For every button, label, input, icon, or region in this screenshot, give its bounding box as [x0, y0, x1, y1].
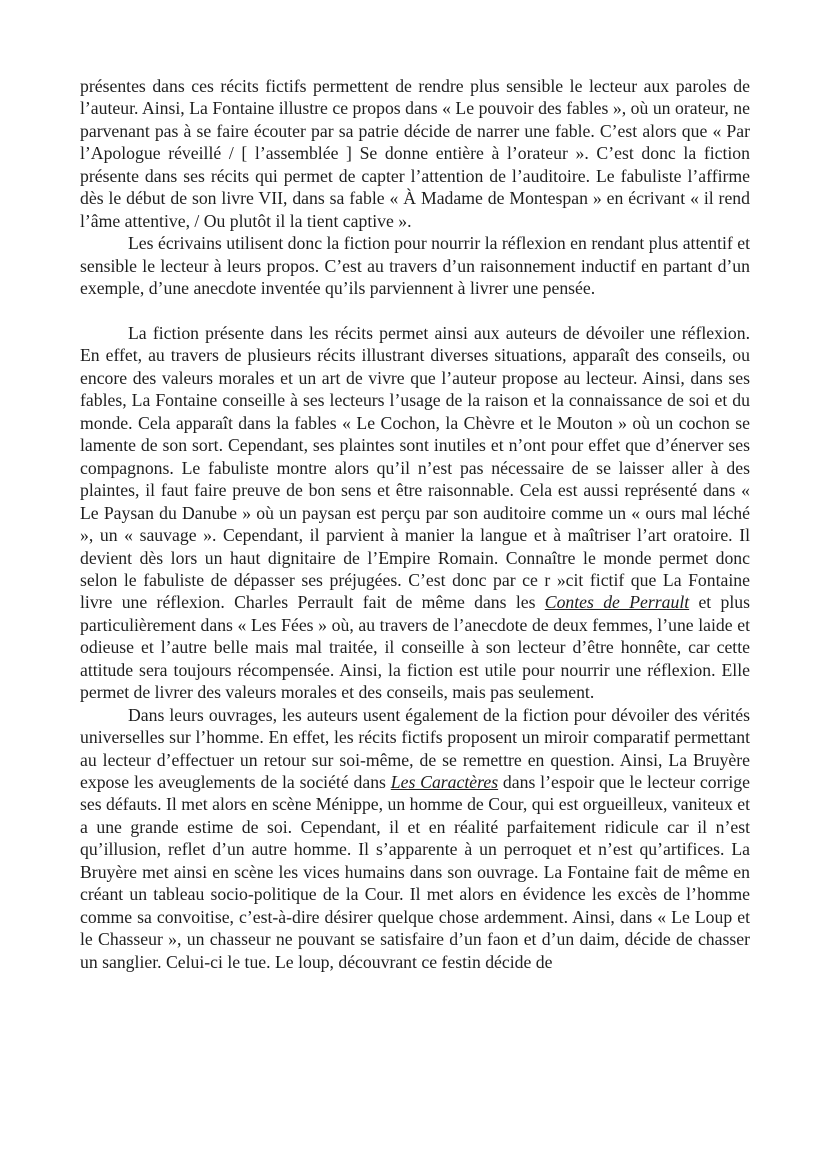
paragraph-text: présentes dans ces récits fictifs permettent de rendre plus sensible le lecteur aux paroles de l’auteur. Ainsi, La Fontaine illustre ce propos dans « Le pouvoir des fables », où un orateur, ne parvenant pas à se faire écouter par sa patrie décide de narrer une fable. C’est alors que « Par l’Apologue réveillé / [ l’assemblée ] Se donne entière à l’orateur ». C’est donc la fiction présente dans ses récits qui permet de capter l’attention de l’auditoire. Le fabuliste l’affirme dès le début de son livre VII, dans sa fable « À Madame de Montespan » en écrivant « il rend l’âme attentive, / Ou plutôt il la tient captive ». [80, 76, 750, 231]
paragraph-reflexion [80, 322, 750, 704]
paragraph-transition [80, 232, 750, 299]
paragraph-gap [80, 300, 750, 322]
paragraph-text: La fiction présente dans les récits permet ainsi aux auteurs de dévoiler une réflexion. En effet, au travers de plusieurs récits illustrant diverses situations, apparaît des conseils, ou encore des valeurs morales et un art de vivre que l’auteur propose au lecteur. Ainsi, dans ses fables, La Fontaine conseille à ses lecteurs l’usage de la raison et la connaissance de soi et du monde. Cela apparaît dans la fables « Le Cochon, la Chèvre et le Mouton » où un cochon se lamente de son sort. Cependant, ses plaintes sont inutiles et n’ont pour effet que d’énerver ses compagnons. Le fabuliste montre alors qu’il n’est pas nécessaire de se laisser aller à des plaintes, il faut faire preuve de bon sens et être raisonnable. Cela est aussi représenté dans « Le Paysan du Danube » où un paysan est perçu par son auditoire comme un « ours mal léché », un « sauvage ». Cependant, il parvient à manier la langue et à maîtriser l’art oratoire. Il devient dès lors un haut dignitaire de l’Empire Romain. Connaître le monde permet donc selon le fabuliste de dépasser ses préjugées. C’est donc par ce r »cit fictif que La Fontaine livre une réflexion. Charles Perrault fait de même dans les [80, 322, 750, 613]
paragraph-text: et plus particulièrement dans « Les Fées » où, au travers de l’anecdote de deux femmes, l’une laide et odieuse et l’autre belle mais mal traitée, il conseille à son lecteur d’être honnête, car cette attitude sera toujours récompensée. Ainsi, la fiction est utile pour nourrir une réflexion. Elle permet de livrer des valeurs morales et des conseils, mais pas seulement. [80, 592, 751, 703]
paragraph-verites-universelles [80, 704, 750, 973]
paragraph-text: dans l’espoir que le lecteur corrige ses défauts. Il met alors en scène Ménippe, un homme de Cour, qui est orgueilleux, vaniteux et a une grande estime de soi. Cependant, il et en réalité parfaitement ridicule car il n’est qu’illusion, reflet d’un autre homme. Il s’apparente à un perroquet et n’est qu’artifices. La Bruyère met ainsi en scène les vices humains dans son ouvrage. La Fontaine fait de même en créant un tableau socio-politique de la Cour. Il met alors en évidence les excès de l’homme comme sa convoitise, c’est-à-dire désirer quelque chose ardemment. Ainsi, dans « Le Loup et le Chasseur », un chasseur ne pouvant se satisfaire d’un faon et d’un daim, décide de chasser un sanglier. Celui-ci le tue. Le loup, découvrant ce festin décide de [80, 772, 751, 972]
paragraph-text: Dans leurs ouvrages, les auteurs usent également de la fiction pour dévoiler des vérités universelles sur l’homme. En effet, les récits fictifs proposent un miroir comparatif permettant au lecteur d’effectuer un retour sur soi-même, de se remettre en question. Ainsi, La Bruyère expose les aveuglements de la société dans [80, 704, 750, 793]
work-title-contes-de-perrault: Contes de Perrault [544, 592, 690, 613]
paragraph-text: Les écrivains utilisent donc la fiction pour nourrir la réflexion en rendant plus attentif et sensible le lecteur à leurs propos. C’est au travers d’un raisonnement inductif en partant d’un exemple, d’une anecdote inventée qu’ils parviennent à livrer une pensée. [80, 233, 750, 299]
paragraph-pouvoir-des-fables [80, 75, 750, 232]
work-title-les-caracteres: Les Caractères [390, 772, 499, 793]
